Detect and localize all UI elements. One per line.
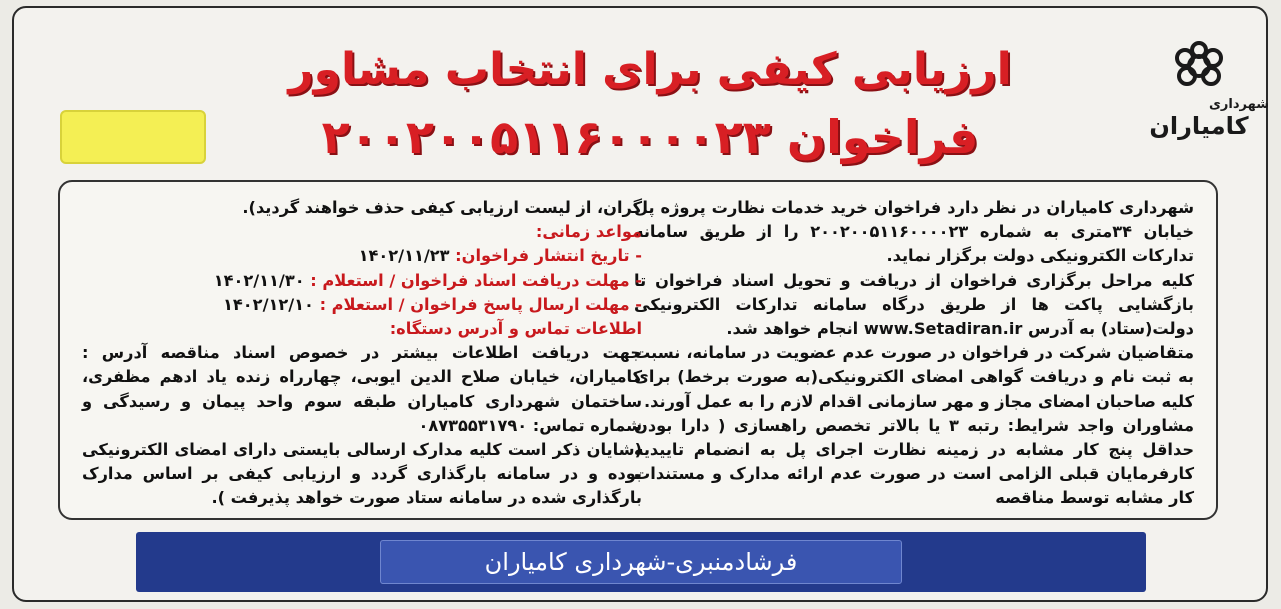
schedule-value: ۱۴۰۲/۱۲/۱۰ [223, 294, 314, 314]
notice-header [20, 14, 1260, 176]
continuation-text: گران، از لیست ارزیابی کیفی حذف خواهند گردید). [242, 198, 642, 217]
procedure-text: کلیه مراحل برگزاری فراخوان از دریافت و تحویل اسناد فراخوان تا بازگشایی پاکت ها از طریق درگاه سامانه تدارکات الکترونیکی دولت(ستاد) به آدرس [634, 270, 1194, 339]
tender-number-title: فراخوان ۲۰۰۲۰۰۵۱۱۶۰۰۰۰۲۳ [321, 110, 979, 164]
notice-body [58, 180, 1218, 520]
right-column [634, 196, 1194, 511]
logo-text-top: شهرداری [1209, 97, 1269, 112]
setadiran-link[interactable]: www.Setadiran.ir [863, 319, 1023, 339]
schedule-heading: مواعد زمانی: [535, 222, 642, 242]
procedure-paragraph [634, 269, 1194, 342]
contact-paragraph: جهت دریافت اطلاعات بیشتر در خصوص اسناد مناقصه آدرس : کامیاران، خیابان صلاح الدین ایوبی، چهارراه زنده یاد ادهم مظفری، ساختمان شهرداری کامیاران طبقه سوم واحد پیمان و رسیدگی و شماره تماس: ۰۸۷۳۵۵۳۱۷۹۰ [82, 343, 642, 435]
schedule-item [82, 269, 642, 293]
schedule-item [82, 293, 642, 317]
contact-heading: اطلاعات تماس و آدرس دستگاه: [389, 319, 642, 339]
schedule-value: ۱۴۰۲/۱۱/۳۰ [213, 270, 305, 290]
schedule-item [82, 244, 642, 268]
notice-title: ارزیابی کیفی برای انتخاب مشاور [288, 44, 1012, 95]
note-paragraph: (شایان ذکر است کلیه مدارک ارسالی بایستی دارای امضای الکترونیکی بوده و در سامانه بارگذاری گردد و ارزیابی کیفی بر اساس مدارک بارگذاری شده در سامانه ستاد صورت خواهد پذیرفت ). [82, 440, 642, 508]
yellow-highlight-box [60, 110, 206, 164]
schedule-value: ۱۴۰۲/۱۱/۲۳ [358, 246, 450, 266]
schedule-label: - مهلت دریافت اسناد فراخوان / استعلام : [310, 270, 642, 290]
procedure-end-text: انجام خواهد شد. [726, 319, 859, 339]
logo-text-bottom: کامیاران [1149, 112, 1249, 140]
schedule-label: - تاریخ انتشار فراخوان: [455, 246, 642, 266]
registration-paragraph: متقاضیان شرکت در فراخوان در صورت عدم عضویت در سامانه، نسبت به ثبت نام و دریافت گواهی امضای الکترونیکی(به صورت برخط) برای کلیه صاحبان امضای مجاز و مهر سازمانی اقدام لازم را به عمل آورند. [634, 343, 1194, 411]
intro-paragraph: شهرداری کامیاران در نظر دارد فراخوان خرید خدمات نظارت پروژه پل خیابان ۳۴متری به شماره ۲۰۰۲۰۰۵۱۱۶۰۰۰۰۲۳ را از طریق سامانه تدارکات الکترونیکی دولت برگزار نماید. [634, 198, 1195, 266]
eligibility-paragraph: مشاوران واجد شرایط: رتبه ۳ یا بالاتر تخصص راهسازی ( دارا بودن حداقل پنج کار مشابه در زمینه نظارت اجرای پل به انضمام تاییدیه کارفرمایان قبلی الزامی است در صورت عدم ارائه مدارک و مستندات کار مشابه توسط مناقصه [634, 415, 1194, 508]
left-column [82, 196, 642, 511]
kamyaran-municipality-logo [1139, 30, 1269, 150]
schedule-label: - مهلت ارسال پاسخ فراخوان / استعلام : [319, 294, 642, 314]
footer-label: فرشادمنبری-شهرداری کامیاران [380, 540, 902, 584]
footer-bar [136, 532, 1146, 592]
